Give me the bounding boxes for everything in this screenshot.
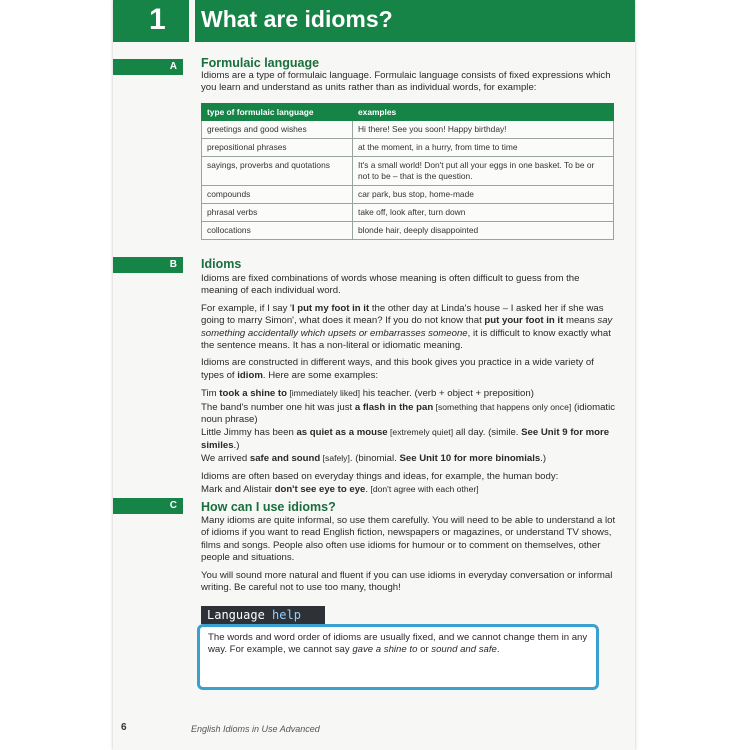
text-run: his teacher. (verb + object + preposition) — [360, 388, 534, 400]
text-run: .) — [233, 439, 240, 451]
table-cell-examples: Hi there! See you soon! Happy birthday! — [353, 121, 614, 139]
bold-term: idiom — [237, 369, 263, 381]
idiom-gloss: [safely] — [320, 453, 350, 464]
section-c-p1: Many idioms are quite informal, so use them carefully. You will need to be able to understand a lot of idioms if you want to read English fiction, newspapers or magazines, or understand TV shows, films and songs. People also often use idioms for humour or to comment on themselves, other people and situations. — [201, 515, 616, 564]
text-run: Idioms are constructed in different ways, and this book gives you practice in a wide variety of types of — [201, 357, 594, 381]
language-help-label-word2: help — [272, 608, 301, 622]
example-3 — [201, 426, 616, 452]
table-row — [202, 121, 614, 139]
section-a-tab: A — [113, 59, 183, 75]
section-b-title: Idioms — [201, 257, 242, 271]
book-title: English Idioms in Use Advanced — [191, 724, 320, 734]
text-run: (idiomatic noun phrase) — [201, 401, 615, 426]
text-run: We arrived — [201, 453, 250, 465]
text-run: The band's number one hit was just — [201, 401, 355, 413]
example-4 — [201, 452, 616, 465]
formulaic-language-table — [201, 103, 614, 240]
idiom-phrase: put your foot in it — [484, 315, 564, 327]
idiom-phrase: took a shine to — [219, 388, 287, 400]
text-run: Tim — [201, 388, 220, 400]
table-header-type: type of formulaic language — [202, 104, 353, 121]
text-run: The words and word order of idioms are usually fixed, and we cannot change them in any way. For example, we cannot say — [208, 632, 588, 656]
table-row — [202, 139, 614, 157]
table-cell-type: compounds — [202, 186, 353, 204]
text-run: all day. (simile. — [453, 427, 522, 439]
section-a-intro — [201, 70, 616, 100]
section-b-tab: B — [113, 257, 183, 273]
table-row — [202, 222, 614, 240]
section-b-p3 — [201, 357, 616, 382]
text-run: . — [365, 484, 369, 496]
text-run: . — [496, 644, 500, 656]
table-header-row — [202, 104, 614, 121]
cross-reference: See Unit 10 for more binomials — [399, 453, 541, 465]
table-cell-examples: car park, bus stop, home-made — [353, 186, 614, 204]
text-run: . Here are some examples: — [262, 369, 379, 381]
wrong-example: gave a shine to — [352, 644, 418, 656]
example-5 — [201, 483, 616, 496]
idiom-phrase: as quiet as a mouse — [296, 427, 388, 439]
table-cell-examples: blonde hair, deeply disappointed — [353, 222, 614, 240]
text-run: Mark and Alistair — [201, 484, 275, 496]
text-run: means — [563, 315, 598, 327]
idiom-gloss: [something that happens only once] — [433, 401, 572, 412]
language-help-label — [201, 606, 325, 624]
language-help-box — [197, 624, 599, 690]
section-b-p1: Idioms are fixed combinations of words whose meaning is often difficult to guess from the meaning of each individual word. — [201, 273, 580, 297]
text-run: the other day at Linda's house – I asked her if she was going to marry Simon', what does it mean? If you do not know that — [201, 302, 604, 327]
section-b-p4: Idioms are often based on everyday things and ideas, for example, the human body: — [201, 470, 559, 482]
idiom-phrase: safe and sound — [249, 453, 321, 465]
table-cell-type: phrasal verbs — [202, 204, 353, 222]
table-cell-type: sayings, proverbs and quotations — [202, 157, 353, 186]
idiom-gloss: [extremely quiet] — [387, 427, 454, 438]
unit-number: 1 — [149, 3, 166, 36]
unit-title: What are idioms? — [201, 6, 393, 32]
example-1 — [201, 387, 616, 400]
table-row — [202, 204, 614, 222]
text-run: For example, if I say ' — [201, 302, 292, 314]
section-b-p2 — [201, 303, 616, 353]
text-run: Little Jimmy has been — [201, 427, 297, 439]
table-cell-type: prepositional phrases — [202, 139, 353, 157]
text-run: or — [417, 644, 432, 656]
cross-reference: See Unit 9 for more similes — [201, 427, 610, 451]
section-c-body — [201, 515, 616, 599]
idiom-gloss: [immediately liked] — [287, 388, 361, 399]
table-header-examples: examples — [353, 104, 614, 121]
idiom-phrase: don't see eye to eye — [274, 484, 366, 496]
page-number: 6 — [121, 722, 127, 733]
section-a-title: Formulaic language — [201, 56, 320, 70]
table-cell-type: collocations — [202, 222, 353, 240]
table-row — [202, 157, 614, 186]
idiom-phrase: a flash in the pan — [354, 401, 434, 413]
section-c-title: How can I use idioms? — [201, 500, 336, 514]
unit-header — [113, 0, 635, 42]
section-c-tab: C — [113, 498, 183, 514]
text-run: . (binomial. — [349, 453, 400, 465]
table-cell-examples: at the moment, in a hurry, from time to time — [353, 139, 614, 157]
table-cell-type: greetings and good wishes — [202, 121, 353, 139]
section-c-p2: You will sound more natural and fluent if you can use idioms in everyday conversation or informal writing. Be careful not to use too many, though! — [201, 569, 613, 594]
table-row — [202, 186, 614, 204]
text-run: .) — [540, 453, 547, 465]
table-cell-examples: It's a small world! Don't put all your eggs in one basket. To be or not to be – that is the question. — [353, 157, 614, 186]
table-cell-examples: take off, look after, turn down — [353, 204, 614, 222]
section-a-intro-text: Idioms are a type of formulaic language. Formulaic language consists of fixed expressions which you learn and understand as units rather than as individual words, for example: — [201, 70, 611, 94]
section-b-body — [201, 273, 616, 497]
language-help-label-word1: Language — [207, 608, 265, 622]
idiom-gloss: [don't agree with each other] — [368, 484, 479, 495]
text-run: , it is difficult to know exactly what the sentence means. It has a non-literal or idiomatic meaning. — [201, 327, 611, 352]
wrong-example: sound and safe — [431, 644, 497, 656]
example-2 — [201, 401, 616, 427]
book-page — [113, 0, 635, 750]
idiom-meaning: say something accidentally which upsets or embarrasses someone — [201, 315, 613, 339]
unit-header-divider — [189, 0, 195, 42]
idiom-phrase: I put my foot in it — [291, 302, 370, 314]
